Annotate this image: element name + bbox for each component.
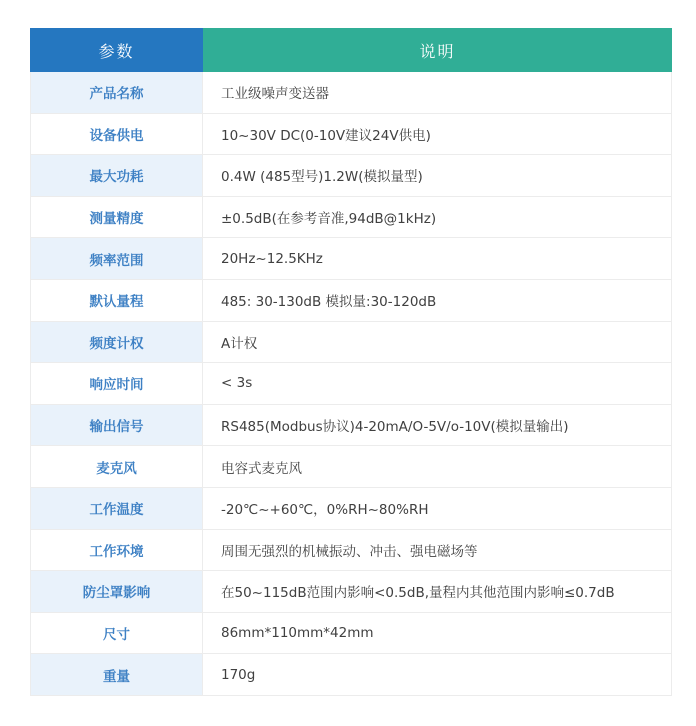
desc-cell: 在50~115dB范围内影响<0.5dB,量程内其他范围内影响≤0.7dB <box>203 571 671 612</box>
desc-cell: 电容式麦克风 <box>203 446 671 487</box>
desc-cell: 170g <box>203 654 671 695</box>
param-cell: 工作环境 <box>31 530 203 571</box>
param-cell: 设备供电 <box>31 114 203 155</box>
desc-cell: 485: 30-130dB 模拟量:30-120dB <box>203 280 671 321</box>
param-cell: 工作温度 <box>31 488 203 529</box>
table-row <box>31 613 671 655</box>
table-header-row <box>30 28 672 72</box>
desc-cell: ±0.5dB(在参考音准,94dB@1kHz) <box>203 197 671 238</box>
param-cell: 尺寸 <box>31 613 203 654</box>
table-row <box>31 280 671 322</box>
param-cell: 防尘罩影响 <box>31 571 203 612</box>
table-body <box>30 72 672 696</box>
desc-cell: -20℃~+60℃，0%RH~80%RH <box>203 488 671 529</box>
param-cell: 频率范围 <box>31 238 203 279</box>
param-cell: 最大功耗 <box>31 155 203 196</box>
desc-cell: < 3s <box>203 363 671 404</box>
desc-cell: 10~30V DC(0-10V建议24V供电) <box>203 114 671 155</box>
param-cell: 麦克风 <box>31 446 203 487</box>
desc-cell: 工业级噪声变送器 <box>203 72 671 113</box>
param-cell: 默认量程 <box>31 280 203 321</box>
table-row <box>31 446 671 488</box>
desc-cell: RS485(Modbus协议)4-20mA/O-5V/o-10V(模拟量输出) <box>203 405 671 446</box>
table-row <box>31 114 671 156</box>
table-row <box>31 571 671 613</box>
param-cell: 输出信号 <box>31 405 203 446</box>
desc-cell: 周围无强烈的机械振动、冲击、强电磁场等 <box>203 530 671 571</box>
table-row <box>31 322 671 364</box>
table-row <box>31 488 671 530</box>
table-row <box>31 72 671 114</box>
table-row <box>31 530 671 572</box>
desc-cell: 20Hz~12.5KHz <box>203 238 671 279</box>
param-cell: 产品名称 <box>31 72 203 113</box>
table-row <box>31 363 671 405</box>
header-cell-param: 参数 <box>30 28 203 72</box>
desc-cell: 86mm*110mm*42mm <box>203 613 671 654</box>
desc-cell: 0.4W (485型号)1.2W(模拟量型) <box>203 155 671 196</box>
param-cell: 测量精度 <box>31 197 203 238</box>
param-cell: 重量 <box>31 654 203 695</box>
table-row <box>31 654 671 695</box>
spec-table <box>30 28 672 696</box>
param-cell: 响应时间 <box>31 363 203 404</box>
table-row <box>31 155 671 197</box>
table-row <box>31 238 671 280</box>
desc-cell: A计权 <box>203 322 671 363</box>
header-cell-desc: 说明 <box>203 28 672 72</box>
table-row <box>31 197 671 239</box>
param-cell: 频度计权 <box>31 322 203 363</box>
table-row <box>31 405 671 447</box>
